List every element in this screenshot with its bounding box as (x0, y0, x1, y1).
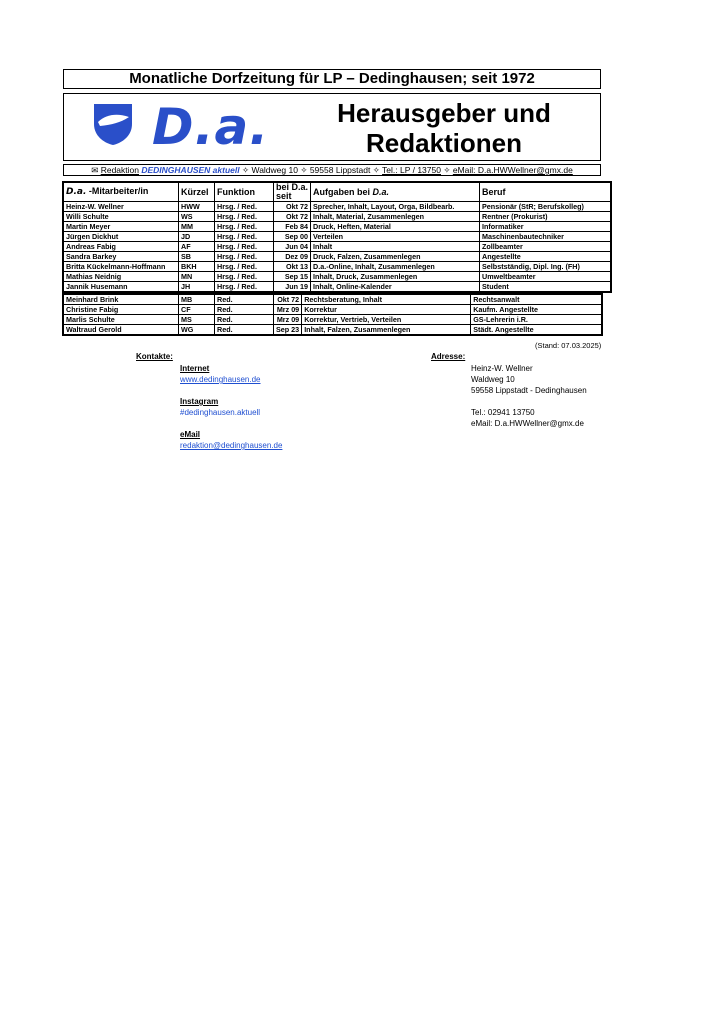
cell-name: Martin Meyer (63, 222, 179, 232)
instagram-label: Instagram (180, 397, 219, 406)
address-city: 59558 Lippstadt - Dedinghausen (471, 386, 587, 395)
col-header-name (63, 182, 179, 202)
table-row (63, 272, 611, 282)
cell-kuerzel: WS (179, 212, 215, 222)
cell-kuerzel: WG (179, 325, 215, 336)
cell-aufgaben: Druck, Falzen, Zusammenlegen (311, 252, 480, 262)
contact-email[interactable]: eMail: D.a.HWWellner@gmx.de (452, 165, 573, 175)
cell-beruf: Umweltbeamter (480, 272, 612, 282)
cell-funktion: Hrsg. / Red. (215, 242, 274, 252)
spacer (471, 396, 587, 407)
cell-aufgaben: Verteilen (311, 232, 480, 242)
cell-funktion: Hrsg. / Red. (215, 212, 274, 222)
cell-beruf: Selbstständig, Dipl. Ing. (FH) (480, 262, 612, 272)
table-row (63, 262, 611, 272)
address-name: Heinz-W. Wellner (471, 364, 533, 373)
cell-aufgaben: Inhalt, Online-Kalender (311, 282, 480, 293)
brand-inline: D.a. (372, 186, 390, 197)
cell-beruf: Informatiker (480, 222, 612, 232)
col-header-aufgaben-label: Aufgaben bei (313, 186, 373, 197)
website-link[interactable]: www.dedinghausen.de (180, 375, 261, 384)
cell-name: Meinhard Brink (63, 294, 179, 305)
cell-kuerzel: BKH (179, 262, 215, 272)
cell-kuerzel: MN (179, 272, 215, 282)
cell-aufgaben: Inhalt, Falzen, Zusammenlegen (302, 325, 471, 336)
cell-seit: Okt 72 (274, 294, 302, 305)
cell-aufgaben: Inhalt, Druck, Zusammenlegen (311, 272, 480, 282)
staff-table-editors (62, 293, 603, 336)
brand-inline: D.a. (66, 187, 87, 197)
cell-beruf: GS-Lehrerin i.R. (471, 315, 603, 325)
table-row (63, 212, 611, 222)
contact-street: Waldweg 10 (251, 165, 298, 175)
separator: ✧ (300, 165, 308, 175)
cell-beruf: Rechtsanwalt (471, 294, 603, 305)
cell-name: Marlis Schulte (63, 315, 179, 325)
cell-name: Sandra Barkey (63, 252, 179, 262)
cell-funktion: Hrsg. / Red. (215, 232, 274, 242)
cell-aufgaben: D.a.-Online, Inhalt, Zusammenlegen (311, 262, 480, 272)
table-row (63, 252, 611, 262)
cell-seit: Mrz 09 (274, 315, 302, 325)
shield-logo-icon (92, 102, 134, 146)
address-email: eMail: D.a.HWWellner@gmx.de (471, 419, 584, 428)
cell-name: Heinz-W. Wellner (63, 202, 179, 212)
cell-seit: Mrz 09 (274, 305, 302, 315)
cell-funktion: Hrsg. / Red. (215, 252, 274, 262)
contact-line (63, 164, 601, 176)
contact-tel: Tel.: LP / 13750 (382, 165, 441, 175)
cell-funktion: Red. (215, 325, 274, 336)
cell-seit: Okt 13 (274, 262, 311, 272)
cell-kuerzel: JD (179, 232, 215, 242)
cell-beruf: Angestellte (480, 252, 612, 262)
cell-funktion: Red. (215, 294, 274, 305)
separator: ✧ (443, 165, 451, 175)
cell-seit: Sep 15 (274, 272, 311, 282)
col-header-kuerzel: Kürzel (179, 182, 215, 202)
date-stamp: (Stand: 07.03.2025) (535, 341, 602, 350)
cell-kuerzel: AF (179, 242, 215, 252)
cell-seit: Jun 04 (274, 242, 311, 252)
col-header-seit-bottom: seit (276, 191, 292, 201)
email-label: eMail (180, 430, 201, 439)
title-line-1: Herausgeber und (337, 98, 551, 128)
kontakte-label: Kontakte: (136, 352, 173, 361)
cell-beruf: Rentner (Prokurist) (480, 212, 612, 222)
table-row (63, 242, 611, 252)
staff-table-publishers (62, 181, 612, 293)
cell-seit: Okt 72 (274, 212, 311, 222)
address-tel: Tel.: 02941 13750 (471, 408, 535, 417)
table-row (63, 305, 602, 315)
table-header-row (63, 182, 611, 202)
cell-funktion: Hrsg. / Red. (215, 282, 274, 293)
header-box (63, 93, 601, 161)
page-title (294, 98, 594, 158)
cell-seit: Dez 09 (274, 252, 311, 262)
cell-kuerzel: MM (179, 222, 215, 232)
col-header-aufgaben (311, 182, 480, 202)
cell-seit: Feb 84 (274, 222, 311, 232)
table-row (63, 222, 611, 232)
address-block (471, 363, 587, 429)
cell-name: Mathias Neidnig (63, 272, 179, 282)
instagram-link[interactable]: #dedinghausen.aktuell (180, 408, 261, 417)
envelope-icon: ✉ (91, 165, 99, 175)
cell-seit: Sep 00 (274, 232, 311, 242)
cell-aufgaben: Sprecher, Inhalt, Layout, Orga, Bildbearb. (311, 202, 480, 212)
cell-seit: Okt 72 (274, 202, 311, 212)
cell-aufgaben: Korrektur (302, 305, 471, 315)
cell-name: Willi Schulte (63, 212, 179, 222)
cell-beruf: Maschinenbautechniker (480, 232, 612, 242)
table-row (63, 315, 602, 325)
cell-funktion: Hrsg. / Red. (215, 202, 274, 212)
cell-name: Andreas Fabig (63, 242, 179, 252)
contact-brand: DEDINGHAUSEN aktuell (141, 165, 240, 175)
cell-name: Jannik Husemann (63, 282, 179, 293)
cell-name: Christine Fabig (63, 305, 179, 315)
cell-seit: Jun 19 (274, 282, 311, 293)
cell-funktion: Hrsg. / Red. (215, 272, 274, 282)
cell-funktion: Hrsg. / Red. (215, 262, 274, 272)
cell-aufgaben: Korrektur, Vertrieb, Verteilen (302, 315, 471, 325)
cell-beruf: Kaufm. Angestellte (471, 305, 603, 315)
adresse-label: Adresse: (431, 352, 466, 361)
address-street: Waldweg 10 (471, 375, 515, 384)
internet-label: Internet (180, 364, 210, 373)
title-line-2: Redaktionen (365, 128, 523, 158)
cell-funktion: Red. (215, 305, 274, 315)
col-header-seit (274, 182, 311, 202)
cell-kuerzel: SB (179, 252, 215, 262)
table-row (63, 232, 611, 242)
email-link[interactable]: redaktion@dedinghausen.de (180, 441, 283, 450)
cell-beruf: Student (480, 282, 612, 293)
cell-beruf: Städt. Angestellte (471, 325, 603, 336)
cell-beruf: Pensionär (StR; Berufskolleg) (480, 202, 612, 212)
col-header-seit-top: bei D.a. (276, 182, 309, 192)
table-row (63, 202, 611, 212)
cell-name: Britta Kückelmann-Hoffmann (63, 262, 179, 272)
col-header-name-label: -Mitarbeiter/in (86, 186, 149, 196)
contact-city: 59558 Lippstadt (309, 165, 371, 175)
cell-name: Waltraud Gerold (63, 325, 179, 336)
separator: ✧ (372, 165, 380, 175)
separator: ✧ (241, 165, 250, 175)
cell-seit: Sep 23 (274, 325, 302, 336)
contact-prefix: Redaktion (100, 165, 139, 175)
cell-aufgaben: Druck, Heften, Material (311, 222, 480, 232)
col-header-funktion: Funktion (215, 182, 274, 202)
cell-funktion: Hrsg. / Red. (215, 222, 274, 232)
cell-aufgaben: Inhalt, Material, Zusammenlegen (311, 212, 480, 222)
table-row (63, 294, 602, 305)
cell-kuerzel: JH (179, 282, 215, 293)
cell-name: Jürgen Dickhut (63, 232, 179, 242)
table-row (63, 282, 611, 293)
newsletter-banner: Monatliche Dorfzeitung für LP – Dedinghausen; seit 1972 (63, 69, 601, 89)
cell-funktion: Red. (215, 315, 274, 325)
col-header-beruf: Beruf (480, 182, 612, 202)
table-row (63, 325, 602, 336)
cell-kuerzel: HWW (179, 202, 215, 212)
cell-aufgaben: Inhalt (311, 242, 480, 252)
cell-aufgaben: Rechtsberatung, Inhalt (302, 294, 471, 305)
cell-kuerzel: MS (179, 315, 215, 325)
logo-text: D.a. (152, 98, 270, 156)
cell-kuerzel: MB (179, 294, 215, 305)
cell-beruf: Zollbeamter (480, 242, 612, 252)
cell-kuerzel: CF (179, 305, 215, 315)
